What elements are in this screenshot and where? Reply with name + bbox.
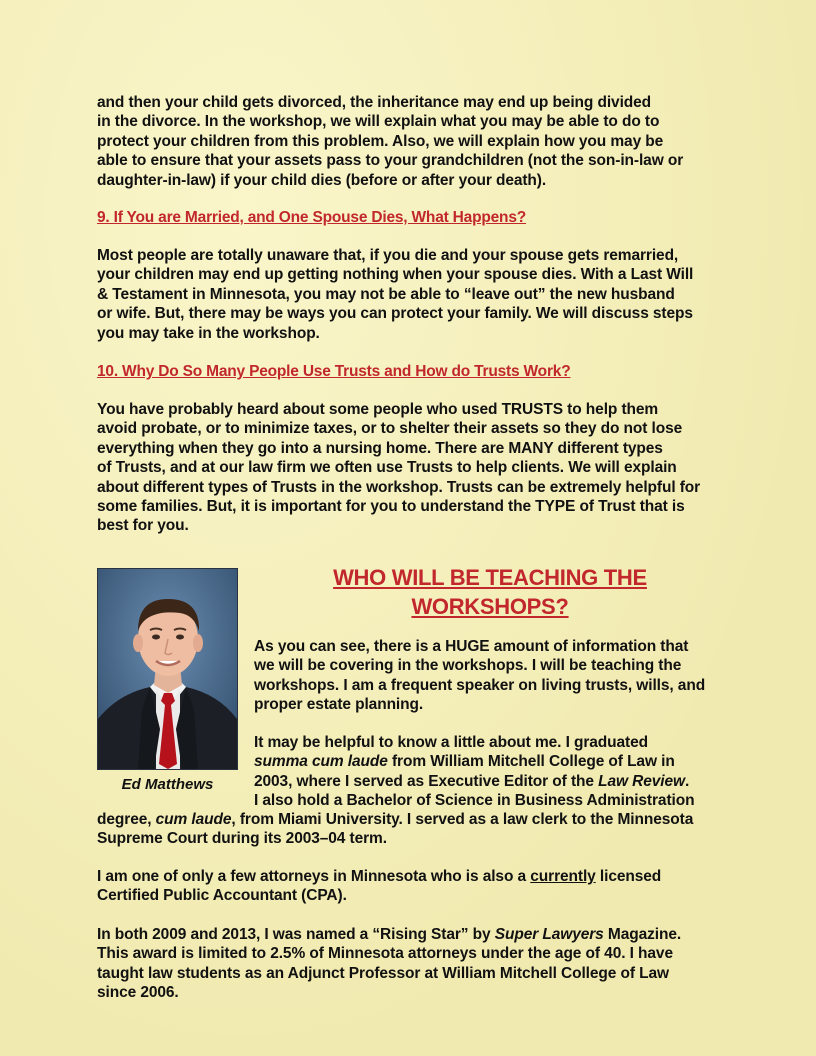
text-line: You have probably heard about some people who used TRUSTS to help them bbox=[97, 401, 659, 418]
latin-honor: cum laude bbox=[155, 811, 232, 828]
text-line: your children may end up getting nothing when your spouse dies. With a Last Will bbox=[97, 266, 694, 284]
text-fragment: . bbox=[684, 772, 690, 790]
text-line: proper estate planning. bbox=[254, 696, 424, 714]
text-line: protect your children from this problem. Also, we will explain how you may be bbox=[97, 132, 664, 150]
text-line bbox=[254, 752, 724, 771]
text-fragment: licensed bbox=[595, 868, 662, 885]
text-line: in the divorce. In the workshop, we will explain what you may be able to do to bbox=[97, 113, 660, 131]
heading-line: WORKSHOPS? bbox=[411, 594, 569, 619]
photo-caption: Ed Matthews bbox=[121, 776, 214, 793]
text-line: best for you. bbox=[97, 517, 189, 535]
text-line: and then your child gets divorced, the inheritance may end up being divided bbox=[97, 94, 652, 111]
text-line: Certified Public Accountant (CPA). bbox=[97, 887, 347, 905]
attorney-photo bbox=[97, 568, 238, 770]
section-10-paragraph bbox=[97, 400, 723, 536]
heading-line: WHO WILL BE TEACHING THE bbox=[333, 565, 647, 590]
text-line bbox=[254, 772, 724, 791]
text-fragment: from William Mitchell College of Law in bbox=[387, 753, 675, 771]
text-line: taught law students as an Adjunct Professor at William Mitchell College of Law bbox=[97, 964, 669, 982]
text-fragment: Magazine. bbox=[603, 926, 682, 943]
bio-lines-full-width bbox=[97, 810, 723, 849]
awards-paragraph bbox=[97, 925, 723, 1003]
publication-name: Law Review bbox=[598, 772, 685, 790]
text-fragment: , from Miami University. I served as a law clerk to the Minnesota bbox=[231, 811, 694, 828]
text-line: about different types of Trusts in the workshop. Trusts can be extremely helpful for bbox=[97, 478, 701, 496]
text-line: we will be covering in the workshops. I will be teaching the bbox=[254, 657, 682, 675]
teaching-heading bbox=[262, 563, 718, 621]
text-line: everything when they go into a nursing home. There are MANY different types bbox=[97, 439, 663, 457]
underlined-word: currently bbox=[530, 868, 596, 885]
text-fragment: I am one of only a few attorneys in Minnesota who is also a bbox=[97, 868, 531, 885]
text-line: workshops. I am a frequent speaker on living trusts, wills, and bbox=[254, 676, 706, 694]
text-line: Supreme Court during its 2003–04 term. bbox=[97, 830, 387, 848]
text-line: since 2006. bbox=[97, 984, 179, 1002]
text-line: of Trusts, and at our law firm we often use Trusts to help clients. We will explain bbox=[97, 459, 677, 477]
text-line: & Testament in Minnesota, you may not be able to “leave out” the new husband bbox=[97, 285, 675, 303]
section-9-paragraph bbox=[97, 246, 723, 343]
text-line bbox=[97, 810, 723, 829]
text-line: Most people are totally unaware that, if you die and your spouse gets remarried, bbox=[97, 247, 679, 264]
text-fragment: degree, bbox=[97, 811, 156, 828]
text-line: As you can see, there is a HUGE amount of information that bbox=[254, 638, 689, 655]
text-line bbox=[97, 925, 723, 944]
latin-honor: summa cum laude bbox=[254, 753, 388, 771]
text-line: I also hold a Bachelor of Science in Business Administration bbox=[254, 792, 695, 810]
text-line bbox=[97, 867, 723, 886]
bio-lines-beside-photo bbox=[254, 733, 724, 811]
text-line: you may take in the workshop. bbox=[97, 324, 320, 342]
publication-name: Super Lawyers bbox=[494, 926, 604, 943]
text-line: This award is limited to 2.5% of Minnesota attorneys under the age of 40. I have bbox=[97, 945, 673, 963]
teaching-intro-paragraph bbox=[254, 637, 724, 715]
text-line: able to ensure that your assets pass to your grandchildren (not the son-in-law or bbox=[97, 152, 684, 170]
text-line: some families. But, it is important for you to understand the TYPE of Trust that is bbox=[97, 498, 685, 516]
text-fragment: 2003, where I served as Executive Editor of the bbox=[254, 772, 599, 790]
section-9-heading: 9. If You are Married, and One Spouse Dies, What Happens? bbox=[97, 209, 527, 226]
text-line: or wife. But, there may be ways you can protect your family. We will discuss steps bbox=[97, 305, 693, 323]
section-10-heading: 10. Why Do So Many People Use Trusts and How do Trusts Work? bbox=[97, 363, 571, 380]
text-line: It may be helpful to know a little about me. I graduated bbox=[254, 734, 649, 751]
text-fragment: In both 2009 and 2013, I was named a “Rising Star” by bbox=[97, 926, 495, 943]
intro-paragraph bbox=[97, 93, 723, 190]
text-line: avoid probate, or to minimize taxes, or to shelter their assets so they do not lose bbox=[97, 420, 683, 438]
cpa-paragraph bbox=[97, 867, 723, 906]
text-line: daughter-in-law) if your child dies (before or after your death). bbox=[97, 171, 547, 189]
